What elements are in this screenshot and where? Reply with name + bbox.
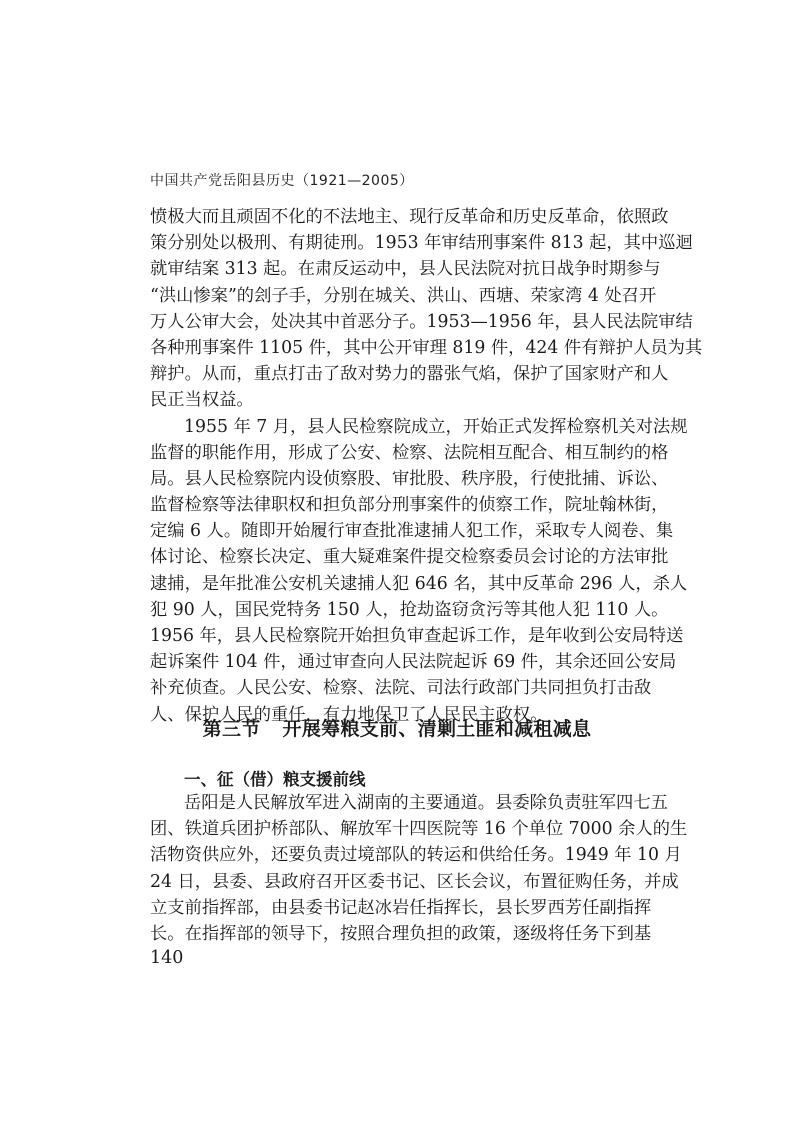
text-line: 长。在指挥部的领导下，按照合理负担的政策，逐级将任务下到基	[150, 923, 652, 944]
running-header: 中国共产党岳阳县历史（1921—2005）	[150, 173, 414, 189]
text-line: 活物资供应外，还要负责过境部队的转运和供给任务。1949 年 10 月	[150, 845, 682, 866]
body-text-lower	[150, 790, 688, 947]
text-line: 立支前指挥部，由县委书记赵冰岩任指挥长，县长罗西芳任副指挥	[150, 897, 652, 918]
text-line: 就审结案 313 起。在肃反运动中，县人民法院对抗日战争时期参与	[150, 259, 661, 280]
section-title: 开展筹粮支前、清剿土匪和减租减息	[282, 718, 592, 740]
page-number: 140	[150, 948, 184, 968]
body-text-upper	[150, 204, 703, 728]
text-line: 1955 年 7 月，县人民检察院成立，开始正式发挥检察机关对法规	[184, 416, 688, 437]
text-line: 人、保护人民的重任，有力地保卫了人民民主政权。	[150, 704, 548, 725]
text-line: 万人公审大会，处决其中首恶分子。1953—1956 年，县人民法院审结	[150, 311, 693, 332]
text-line: 监督的职能作用，形成了公安、检察、法院相互配合、相互制约的格	[150, 442, 669, 463]
text-line: 局。县人民检察院内设侦察股、审批股、秩序股，行使批捕、诉讼、	[150, 468, 669, 489]
text-line: 辩护。从而，重点打击了敌对势力的嚣张气焰，保护了国家财产和人	[150, 364, 669, 385]
text-line: 团、铁道兵团护桥部队、解放军十四医院等 16 个单位 7000 余人的生	[150, 819, 688, 840]
text-line: 各种刑事案件 1105 件，其中公开审理 819 件，424 件有辩护人员为其	[150, 337, 703, 358]
text-line: 定编 6 人。随即开始履行审查批准逮捕人犯工作，采取专人阅卷、集	[150, 521, 674, 542]
text-line: 岳阳是人民解放军进入湖南的主要通道。县委除负责驻军四七五	[184, 793, 668, 813]
text-line: 起诉案件 104 件，通过审查向人民法院起诉 69 件，其余还回公安局	[150, 652, 677, 673]
section-heading	[150, 714, 644, 741]
text-line: 逮捕，是年批准公安机关逮捕人犯 646 名，其中反革命 296 人，杀人	[150, 573, 688, 594]
text-line: 犯 90 人，国民党特务 150 人，抢劫盗窃贪污等其他人犯 110 人。	[150, 599, 669, 620]
text-line: 监督检察等法律职权和担负部分刑事案件的侦察工作，院址翰林街，	[150, 495, 669, 516]
text-line: 24 日，县委、县政府召开区委书记、区长会议，布置征购任务，并成	[150, 871, 679, 892]
text-line: 策分别处以极刑、有期徒刑。1953 年审结刑事案件 813 起，其中巡迴	[150, 233, 693, 254]
text-line: 1956 年，县人民检察院开始担负审查起诉工作，是年收到公安局特送	[150, 626, 684, 646]
subsection-heading: 一、征（借）粮支援前线	[184, 770, 366, 789]
text-line: 民正当权益。	[150, 390, 254, 411]
section-number: 第三节	[202, 718, 261, 740]
text-line: 体讨论、检察长决定、重大疑难案件提交检察委员会讨论的方法审批	[150, 547, 669, 568]
text-line: 补充侦查。人民公安、检察、法院、司法行政部门共同担负打击敌	[150, 678, 652, 699]
text-line: 愤极大而且顽固不化的不法地主、现行反革命和历史反革命，依照政	[150, 207, 669, 227]
text-line: “洪山惨案”的刽子手，分别在城关、洪山、西塘、荣家湾 4 处召开	[150, 285, 657, 306]
